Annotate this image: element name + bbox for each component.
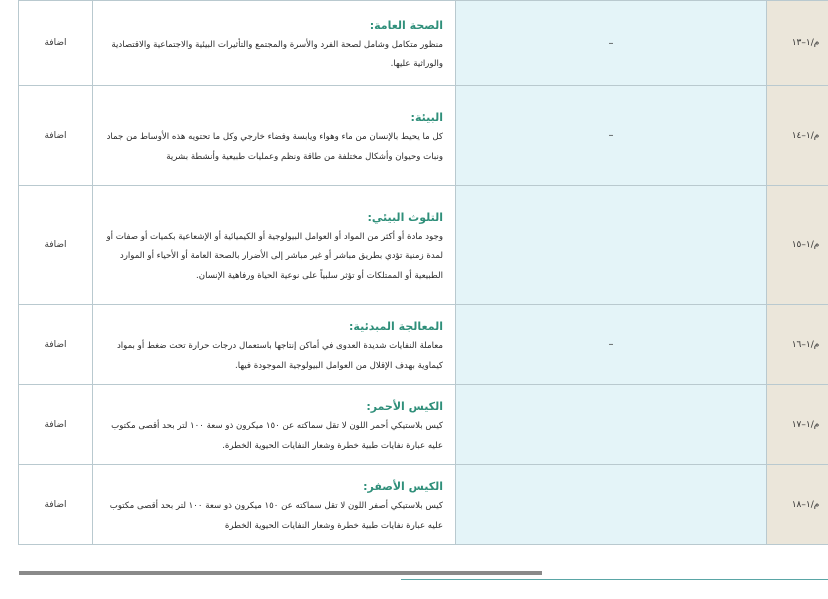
term-title: الكيس الأصفر: — [363, 480, 443, 493]
definition-cell — [93, 186, 456, 305]
table-row — [19, 1, 828, 86]
action-cell: اضافة — [19, 305, 93, 385]
term-definition: كل ما يحيط بالإنسان من ماء وهواء ويابسة وفضاء خارجي وكل ما تحتويه هذه الأوساط من جماد ونبات وحيوان وأشكال مختلفة من طاقة ونظم وعمليات طبيعية وأنشطة بشرية — [106, 132, 443, 162]
old-text-cell — [456, 465, 767, 545]
old-text-cell — [456, 186, 767, 305]
term-title: الصحة العامة: — [369, 18, 443, 32]
term-definition: معاملة النفايات شديدة العدوى في أماكن إنتاجها باستعمال درجات حرارة تحت ضغط أو بمواد كيماوية بهدف الإقلال من العوامل البيولوجية الموجودة فيها. — [116, 341, 443, 371]
item-number-cell: م/١–١٨ — [767, 465, 828, 545]
term-definition: كيس بلاستيكي أصفر اللون لا تقل سماكته عن ١٥٠ ميكرون ذو سعة ١٠٠ لتر بحد أقصى مكتوب عليه عبارة نفايات طبية خطرة وشعار النفايات الحيوية الخطرة — [109, 501, 443, 531]
term-title: التلوث البيئي: — [367, 210, 443, 224]
action-cell: اضافة — [19, 86, 93, 186]
term-definition: وجود مادة أو أكثر من المواد أو العوامل البيولوجية أو الكيميائية أو الإشعاعية بكميات أو صفات أو لمدة زمنية تؤدي بطريق مباشر أو غير مباشر إلى الأضرار بالصحة العامة أو الأحياء أو الموارد الطبيعية أو الممتلكات أو تؤثر سلبياً على نوعية الحياة ورفاهية الإنسان. — [106, 231, 443, 281]
term-title: المعالجة المبدئية: — [349, 320, 443, 333]
action-cell: اضافة — [19, 186, 93, 305]
old-text-cell — [456, 385, 767, 465]
term-title: الكيس الأحمر: — [366, 400, 443, 413]
definitions-table-body — [19, 1, 828, 545]
definition-cell — [93, 305, 456, 385]
table-row — [19, 186, 828, 305]
action-cell: اضافة — [19, 385, 93, 465]
action-cell: اضافة — [19, 465, 93, 545]
definition-cell — [93, 1, 456, 86]
old-text-cell: – — [456, 305, 767, 385]
item-number-cell: م/١–١٣ — [767, 1, 828, 86]
old-text-cell: – — [456, 1, 767, 86]
table-row — [19, 465, 828, 545]
table-row — [19, 305, 828, 385]
term-definition: منظور متكامل وشامل لصحة الفرد والأسرة والمجتمع والتأثيرات البيئية والاجتماعية والاقتصادية والوراثية عليها. — [111, 39, 443, 69]
item-number-cell: م/١–١٦ — [767, 305, 828, 385]
footer-rule-teal — [401, 579, 828, 580]
item-number-cell: م/١–١٧ — [767, 385, 828, 465]
definition-cell — [93, 465, 456, 545]
item-number-cell: م/١–١٥ — [767, 186, 828, 305]
definitions-table — [18, 0, 828, 545]
item-number-cell: م/١–١٤ — [767, 86, 828, 186]
definition-cell — [93, 385, 456, 465]
term-definition: كيس بلاستيكي أحمر اللون لا تقل سماكته عن ١٥٠ ميكرون ذو سعة ١٠٠ لتر بحد أقصى مكتوب عليه عبارة نفايات طبية خطرة وشعار النفايات الحيوية الخطرة. — [111, 421, 443, 451]
action-cell: اضافة — [19, 1, 93, 86]
term-title: البيئة: — [410, 111, 443, 124]
footer-rule-grey — [19, 571, 542, 575]
table-row — [19, 86, 828, 186]
old-text-cell: – — [456, 86, 767, 186]
definition-cell — [93, 86, 456, 186]
table-row — [19, 385, 828, 465]
